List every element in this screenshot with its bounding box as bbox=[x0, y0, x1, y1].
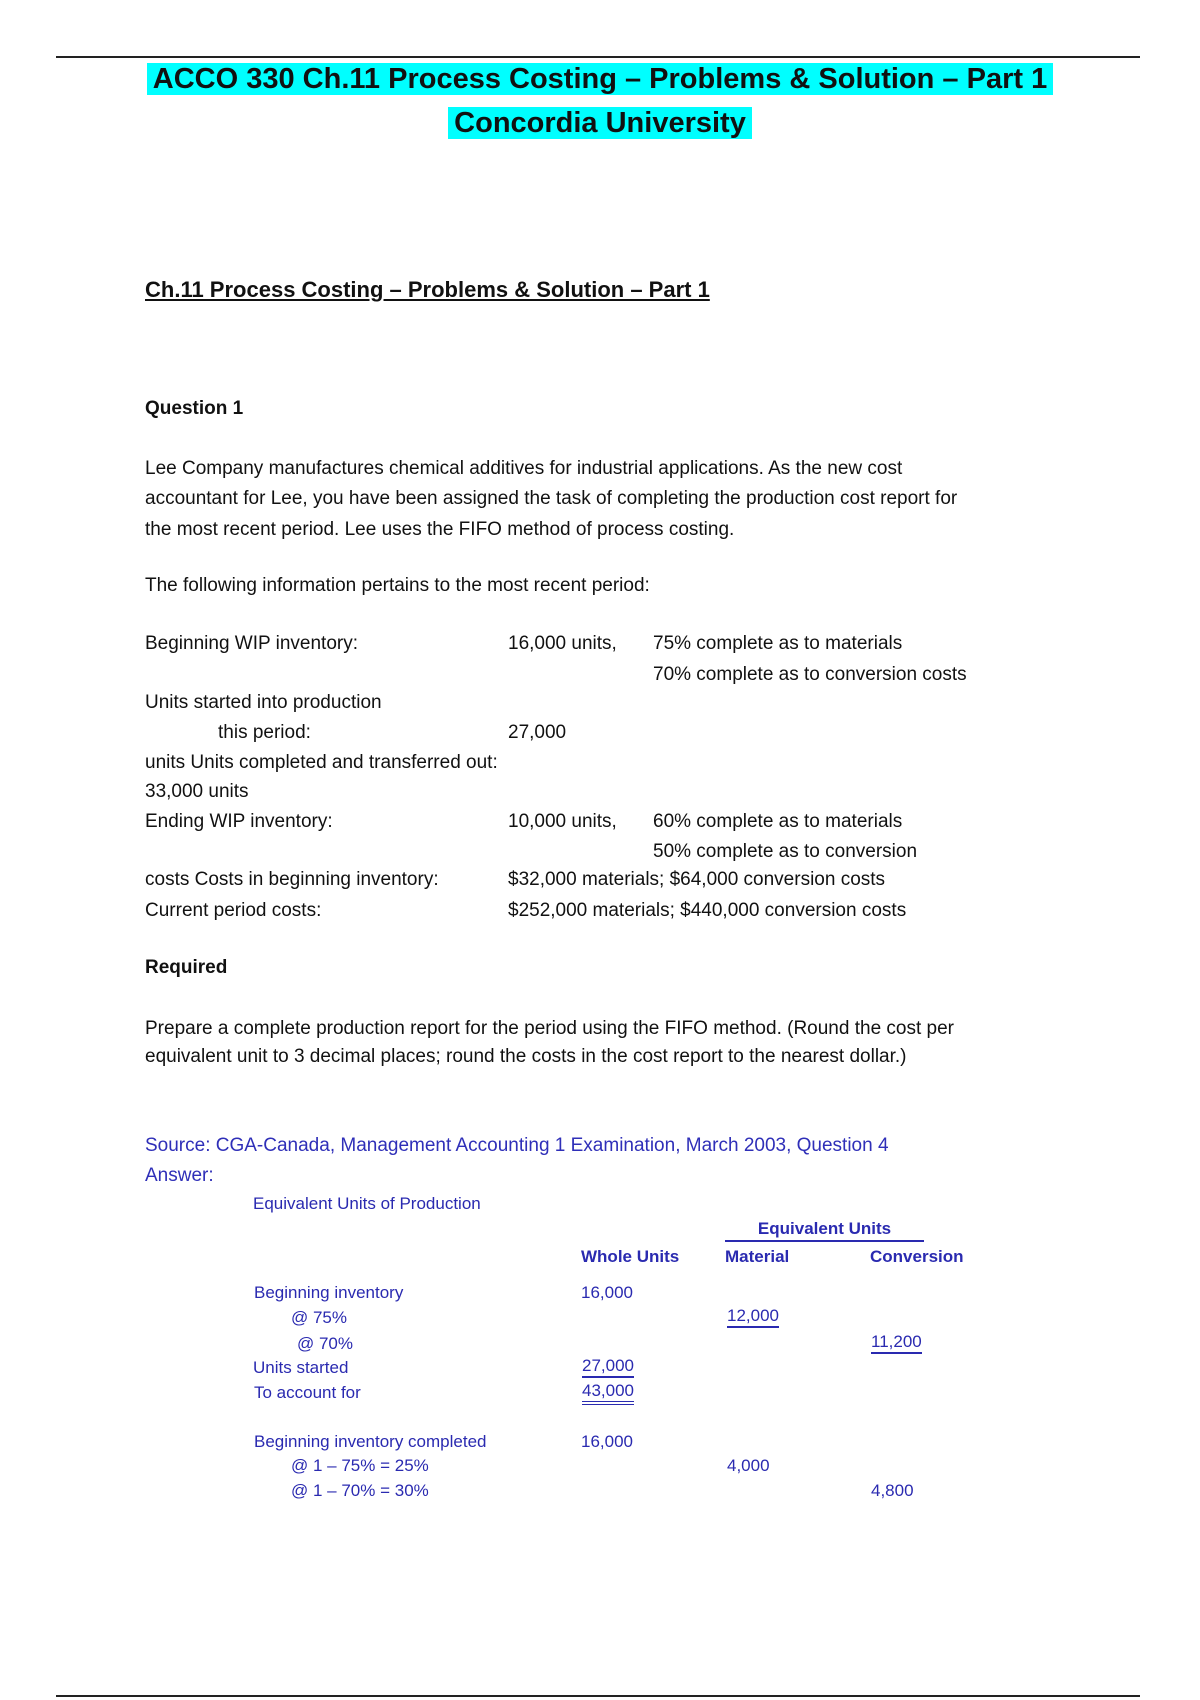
title-text: ACCO 330 Ch.11 Process Costing – Problems & Solution – Part 1 bbox=[147, 63, 1053, 95]
info-value: 50% complete as to conversion bbox=[653, 841, 918, 862]
col-header-material: Material bbox=[725, 1247, 790, 1266]
intro-line: Lee Company manufactures chemical additives for industrial applications. As the new cost bbox=[145, 458, 903, 479]
info-value: $252,000 materials; $440,000 conversion costs bbox=[508, 900, 907, 921]
section-heading: Ch.11 Process Costing – Problems & Solution – Part 1 bbox=[145, 277, 710, 302]
table-title: Equivalent Units of Production bbox=[253, 1194, 481, 1213]
info-value: 10,000 units, bbox=[508, 811, 617, 832]
info-value: 27,000 bbox=[508, 722, 567, 743]
row-label: @ 70% bbox=[297, 1334, 354, 1353]
title-line-2 bbox=[0, 102, 1200, 144]
cell-conversion: 4,800 bbox=[871, 1481, 914, 1500]
cell-material: 12,000 bbox=[727, 1306, 779, 1328]
following-text: The following information pertains to the most recent period: bbox=[145, 575, 650, 596]
row-label: @ 1 – 75% = 25% bbox=[291, 1456, 429, 1475]
row-label: Units started bbox=[253, 1358, 349, 1377]
equivalent-units-header: Equivalent Units bbox=[725, 1218, 924, 1242]
info-value: 16,000 units, bbox=[508, 633, 617, 654]
info-label: costs Costs in beginning inventory: bbox=[145, 869, 439, 890]
bottom-rule bbox=[56, 1695, 1140, 1697]
row-label: @ 1 – 70% = 30% bbox=[291, 1481, 429, 1500]
intro-line: the most recent period. Lee uses the FIFO method of process costing. bbox=[145, 519, 735, 540]
info-label: this period: bbox=[218, 722, 311, 743]
col-header-whole-units: Whole Units bbox=[581, 1247, 680, 1266]
subtitle-text: Concordia University bbox=[448, 107, 752, 139]
info-value: 33,000 units bbox=[145, 781, 249, 802]
info-label: Beginning WIP inventory: bbox=[145, 633, 358, 654]
required-line: equivalent unit to 3 decimal places; round the costs in the cost report to the nearest dollar.) bbox=[145, 1046, 907, 1067]
required-label: Required bbox=[145, 957, 228, 978]
question-label: Question 1 bbox=[145, 398, 244, 419]
info-label: Current period costs: bbox=[145, 900, 322, 921]
row-label: @ 75% bbox=[291, 1308, 348, 1327]
cell-conversion: 11,200 bbox=[871, 1332, 922, 1354]
source-text: Source: CGA-Canada, Management Accounting 1 Examination, March 2003, Question 4 bbox=[145, 1135, 889, 1156]
cell-whole: 16,000 bbox=[581, 1283, 633, 1302]
info-label: units Units completed and transferred out: bbox=[145, 752, 498, 773]
title-line-1 bbox=[0, 58, 1200, 100]
info-label: Units started into production bbox=[145, 692, 382, 713]
info-label: Ending WIP inventory: bbox=[145, 811, 333, 832]
answer-label: Answer: bbox=[145, 1165, 214, 1186]
required-line: Prepare a complete production report for the period using the FIFO method. (Round the cost per bbox=[145, 1018, 954, 1039]
cell-whole: 27,000 bbox=[582, 1356, 634, 1378]
cell-whole-total: 43,000 bbox=[582, 1381, 634, 1405]
info-value: $32,000 materials; $64,000 conversion costs bbox=[508, 869, 886, 890]
row-label: Beginning inventory bbox=[254, 1283, 404, 1302]
cell-material: 4,000 bbox=[727, 1456, 770, 1475]
info-value: 70% complete as to conversion costs bbox=[653, 664, 967, 685]
col-header-conversion: Conversion bbox=[870, 1247, 964, 1266]
info-value: 75% complete as to materials bbox=[653, 633, 903, 654]
cell-whole: 16,000 bbox=[581, 1432, 633, 1451]
row-label: Beginning inventory completed bbox=[254, 1432, 487, 1451]
row-label: To account for bbox=[254, 1383, 361, 1402]
intro-line: accountant for Lee, you have been assigned the task of completing the production cost report for bbox=[145, 488, 958, 509]
info-value: 60% complete as to materials bbox=[653, 811, 903, 832]
